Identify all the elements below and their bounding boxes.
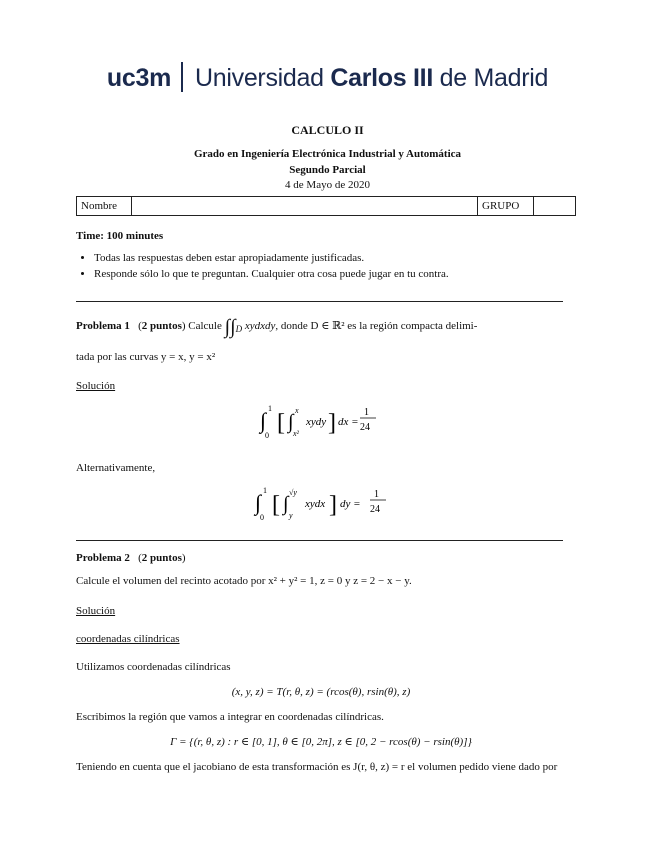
problem2-method-label: coordenadas cilíndricas — [76, 633, 180, 645]
rule-item: • Responde sólo lo que te preguntan. Cualquier otra cosa puede jugar en tu contra. — [94, 266, 449, 282]
problem1-equation-1 — [250, 398, 390, 444]
problem2-heading: Problema 2 — [76, 552, 130, 564]
problem1-text-b: , donde D ∈ ℝ² es la región compacta delimi- — [275, 320, 478, 332]
exam-title: CALCULO II — [291, 123, 364, 137]
svg-text:1: 1 — [268, 404, 272, 413]
svg-text:0: 0 — [260, 513, 264, 522]
integral-sign: ∫ — [260, 408, 267, 433]
problem2-paragraph-1: Utilizamos coordenadas cilíndricas — [76, 661, 231, 673]
svg-text:xydy: xydy — [306, 416, 327, 428]
svg-text:√y: √y — [289, 488, 297, 497]
logo-uc3m: uc3m — [106, 64, 172, 92]
svg-text:0: 0 — [265, 431, 269, 440]
problem2-equation-2: Γ = {(r, θ, z) : r ∈ [0, 1], θ ∈ [0, 2π], z ∈ [0, 2 − rcos(θ) − rsin(θ)]} — [170, 736, 472, 748]
problem2-paragraph-2: Escribimos la región que vamos a integrar en coordenadas cilíndricas. — [76, 711, 384, 723]
problem2-paragraph-3: Teniendo en cuenta que el jacobiano de esta transformación es J(r, θ, z) = r el volumen pedido viene dado por — [76, 761, 558, 773]
svg-text:xydx: xydx — [305, 498, 326, 510]
problem1-points: (2 puntos) — [138, 320, 186, 332]
time-limit: Time: 100 minutes — [76, 230, 164, 242]
name-field[interactable] — [132, 197, 478, 216]
svg-text:1: 1 — [374, 489, 379, 500]
rule-item: • Todas las respuestas deben estar apropiadamente justificadas. — [94, 250, 449, 266]
group-label: GRUPO — [478, 197, 534, 216]
logo-suffix: de Madrid — [432, 64, 549, 92]
svg-text:dx =: dx = — [338, 416, 359, 428]
problem1-statement — [76, 316, 566, 338]
exam-date: 4 de Mayo de 2020 — [285, 179, 370, 191]
section-divider — [76, 540, 563, 541]
svg-text:x: x — [295, 406, 299, 415]
problem2-statement: Calcule el volumen del recinto acotado por x² + y² = 1, z = 0 y z = 2 − x − y. — [76, 575, 412, 587]
bracket-right: ] — [328, 410, 336, 436]
problem2-equation-1: (x, y, z) = T(r, θ, z) = (rcos(θ), rsin(θ), z) — [231, 686, 411, 698]
double-integral-sign: ∫∫ — [224, 316, 236, 338]
rules-list — [76, 250, 449, 282]
problem2-points: (2 puntos) — [138, 552, 186, 564]
problem1-text-a: Calcule — [188, 320, 222, 332]
group-field[interactable] — [534, 197, 576, 216]
exam-degree: Grado en Ingeniería Electrónica Industrial y Automática — [193, 148, 462, 160]
svg-text:1: 1 — [364, 407, 369, 418]
problem1-equation-2 — [245, 480, 395, 526]
problem1-solution-label: Solución — [76, 380, 116, 392]
university-logo — [0, 62, 655, 93]
exam-part: Segundo Parcial — [289, 164, 366, 176]
problem1-integrand: xydxdy — [244, 320, 276, 332]
svg-text:]: ] — [329, 492, 337, 518]
problem1-domain: D — [235, 324, 243, 335]
svg-text:[: [ — [272, 492, 280, 518]
svg-text:24: 24 — [370, 504, 380, 515]
result-denominator: 24 — [360, 422, 370, 433]
student-info-table — [76, 196, 576, 216]
svg-text:y: y — [289, 511, 293, 520]
logo-prefix: Universidad — [195, 64, 331, 92]
svg-text:∫: ∫ — [288, 411, 294, 433]
problem2-solution-label: Solución — [76, 605, 116, 617]
svg-text:dy =: dy = — [340, 498, 361, 510]
svg-text:∫: ∫ — [283, 493, 289, 515]
problem1-alt-label: Alternativamente, — [76, 462, 156, 474]
logo-bold: Carlos III — [330, 64, 433, 92]
logo-divider — [181, 62, 183, 92]
svg-text:∫: ∫ — [255, 490, 262, 515]
svg-text:1: 1 — [263, 486, 267, 495]
bracket-left: [ — [277, 410, 285, 436]
svg-text:x²: x² — [293, 429, 299, 438]
problem1-statement-cont: tada por las curvas y = x, y = x² — [76, 351, 216, 363]
section-divider — [76, 301, 563, 302]
problem1-heading: Problema 1 — [76, 320, 130, 332]
name-label: Nombre — [77, 197, 132, 216]
problem2-heading-line — [76, 551, 566, 565]
